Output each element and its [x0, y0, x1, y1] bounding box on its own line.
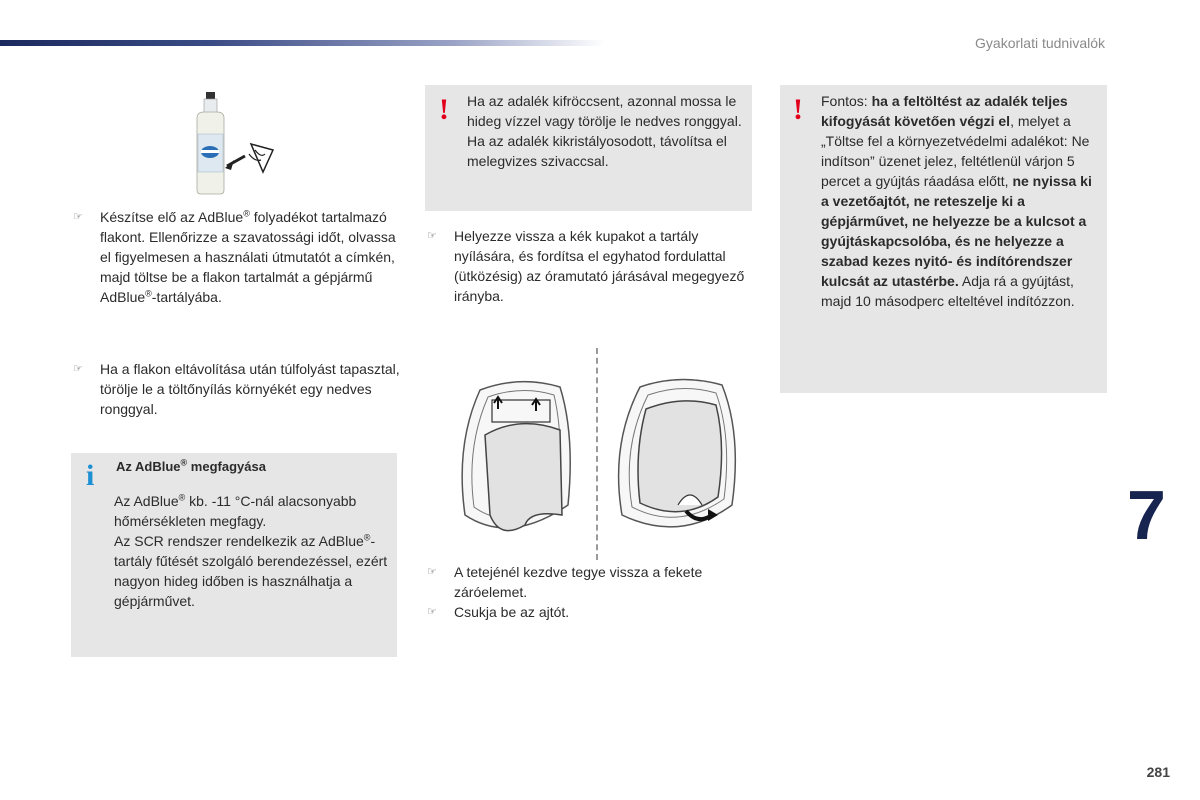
instruction-step-cap: [427, 226, 754, 306]
instruction-step-prepare: [73, 207, 400, 307]
warning-box-splash: [425, 85, 752, 211]
info-title-text: Az AdBlue: [116, 459, 181, 474]
warning-text-bold: ha a feltöltést az adalék teljes kifogyását követően végzi el: [821, 93, 1068, 129]
step-text: Csukja be az ajtót.: [454, 604, 570, 620]
info-title-text: megfagyása: [187, 459, 266, 474]
instruction-step-close-door: [427, 602, 754, 622]
info-text: kb. -11 °C-nál alacsonyabb hőmérsékleten megfagy.: [114, 493, 357, 529]
info-paragraph-1: [114, 491, 392, 531]
warning-text: Ha az adalék kifröccsent, azonnal mossa le hideg vízzel vagy törölje le nedves ronggyal.: [467, 93, 742, 129]
registered-mark: ®: [180, 457, 188, 468]
warning-text: , melyet a „Töltse fel a környezetvédelmi adalékot: Ne indítson” üzenet jelez, feltétlenül várjon 5 percet a gyújtás ráadása előtt,: [821, 113, 1090, 189]
info-body: [114, 491, 392, 611]
page-number: 281: [1146, 764, 1170, 780]
info-text: Az SCR rendszer rendelkezik az AdBlue: [114, 533, 364, 549]
info-text: Az AdBlue: [114, 493, 179, 509]
registered-mark: ®: [145, 288, 152, 299]
section-title: Gyakorlati tudnivalók: [975, 35, 1105, 51]
warning-text: Fontos:: [821, 93, 872, 109]
step-text: folyadékot tartalmazó flakont. Ellenőrizze a szavatossági időt, olvassa el figyelmesen a használati útmutatót a címkén, majd töltse be a flakon tartalmát a gépjármű AdBlue: [100, 209, 396, 305]
pointing-hand-icon: ☞: [73, 363, 83, 375]
pointing-hand-icon: ☞: [73, 211, 83, 223]
registered-mark: ®: [243, 208, 250, 219]
warning-box-important: [780, 85, 1107, 393]
info-box-freezing: [71, 453, 397, 657]
registered-mark: ®: [363, 532, 371, 543]
warning-body: [467, 91, 742, 171]
info-text: -tartály fűtését szolgáló berendezéssel, ezért nagyon hideg időben is használhatja a gépjárművet.: [114, 533, 388, 609]
info-title: [116, 457, 386, 477]
exclamation-icon: !: [793, 93, 803, 126]
info-icon: i: [86, 459, 95, 492]
filler-cover-closing-illustration: [450, 375, 750, 550]
step-text: Készítse elő az AdBlue: [100, 209, 244, 225]
chapter-number: 7: [1127, 476, 1166, 554]
important-warning-body: [821, 91, 1093, 311]
step-text: -tartályába.: [151, 289, 222, 305]
pointing-hand-icon: ☞: [427, 566, 437, 578]
instruction-step-black-cover: [427, 562, 754, 602]
registered-mark: ®: [178, 492, 186, 503]
instruction-step-wipe: [73, 359, 400, 419]
header-color-bar: [0, 40, 605, 46]
info-paragraph-2: [114, 531, 392, 611]
step-text: A tetejénél kezdve tegye vissza a fekete záróelemet.: [454, 564, 703, 600]
pointing-hand-icon: ☞: [427, 230, 437, 242]
warning-text: Adja rá a gyújtást, majd 10 másodperc elteltével indítózzon.: [821, 273, 1075, 309]
exclamation-icon: !: [439, 93, 449, 126]
step-text: Helyezze vissza a kék kupakot a tartály nyílására, és fordítsa el egyhatod fordulattal (ütközésig) az óramutató járásával megegyező irányba.: [454, 228, 745, 304]
pointing-hand-icon: ☞: [427, 606, 437, 618]
warning-text-bold: ne nyissa ki a vezetőajtót, ne reteszelje ki a gépjárművet, ne helyezze be a kulcsot a gyújtáskapcsolóba, és ne helyezze a szabad kezes nyitó- és indítórendszer kulcsát az utastérbe.: [821, 173, 1092, 289]
step-text: Ha a flakon eltávolítása után túlfolyást tapasztal, törölje le a töltőnyílás környékét egy nedves ronggyal.: [100, 361, 400, 417]
adblue-bottle-illustration: [185, 88, 280, 198]
warning-text: Ha az adalék kikristályosodott, távolítsa el melegvizes szivaccsal.: [467, 133, 727, 169]
